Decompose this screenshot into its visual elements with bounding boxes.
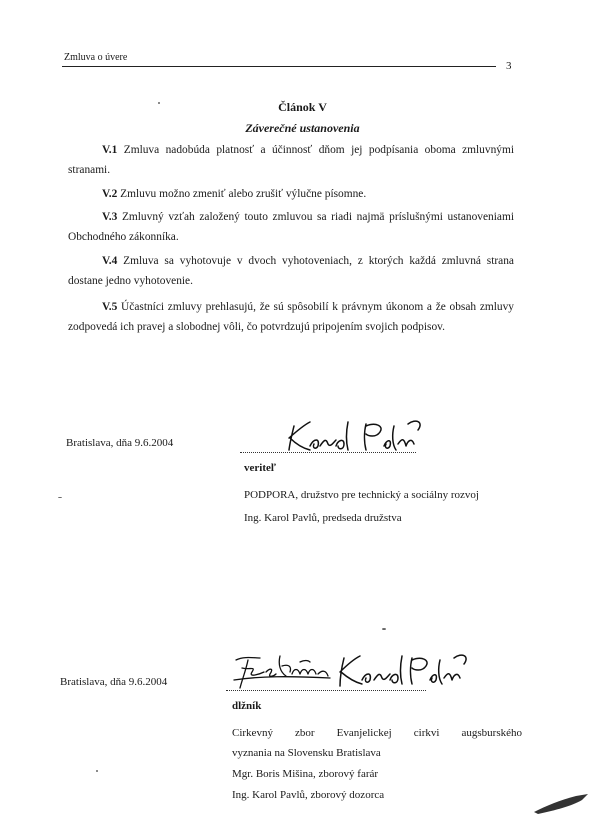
debtor-signature-1 bbox=[230, 650, 340, 692]
scan-speck bbox=[96, 770, 98, 772]
clause-v2 bbox=[68, 184, 514, 204]
creditor-representative: Ing. Karol Pavlů, predseda družstva bbox=[244, 512, 402, 524]
creditor-place-date: Bratislava, dňa 9.6.2004 bbox=[66, 437, 174, 449]
corner-scan-mark bbox=[532, 792, 590, 816]
clause-number: V.3 bbox=[102, 211, 118, 223]
debtor-organization-line2: vyznania na Slovensku Bratislava bbox=[232, 747, 381, 759]
clause-v3 bbox=[68, 207, 514, 247]
clause-v1 bbox=[68, 140, 514, 180]
debtor-place-date: Bratislava, dňa 9.6.2004 bbox=[60, 676, 168, 688]
clause-number: V.2 bbox=[102, 188, 118, 200]
creditor-signature bbox=[280, 416, 430, 456]
clause-text: Zmluvu možno zmeniť alebo zrušiť výlučne písomne. bbox=[120, 188, 367, 200]
scan-speck bbox=[58, 497, 62, 498]
clause-number: V.4 bbox=[102, 255, 118, 267]
clause-v4 bbox=[68, 251, 514, 291]
debtor-representative-1: Mgr. Boris Mišina, zborový farár bbox=[232, 768, 379, 780]
clause-text: Účastníci zmluvy prehlasujú, že sú spôsobilí k právnym úkonom a že obsah zmluvy zodpovedá ich pravej a slobodnej vôli, čo potvrdzujú pripojením svojich podpisov. bbox=[68, 301, 514, 333]
clause-text: Zmluvný vzťah založený touto zmluvou sa riadi najmä príslušnými ustanoveniami Obchodného zákonníka. bbox=[68, 211, 514, 243]
clause-text: Zmluva sa vyhotovuje v dvoch vyhotoveniach, z ktorých každá zmluvná strana dostane jedno vyhotovenie. bbox=[68, 255, 514, 287]
creditor-role: veriteľ bbox=[244, 462, 277, 474]
debtor-role: dlžník bbox=[232, 700, 262, 712]
scan-speck bbox=[158, 102, 160, 104]
clause-v5 bbox=[68, 297, 514, 337]
debtor-organization-line1: Cirkevný zbor Evanjelickej cirkvi augsburského bbox=[232, 727, 522, 739]
scan-speck bbox=[382, 628, 386, 630]
document-header-title: Zmluva o úvere bbox=[64, 52, 128, 63]
page-number: 3 bbox=[506, 60, 512, 72]
clause-text: Zmluva nadobúda platnosť a účinnosť dňom jej podpísania oboma zmluvnými stranami. bbox=[68, 144, 514, 176]
article-title: Článok V bbox=[278, 100, 327, 114]
header-rule bbox=[62, 66, 496, 67]
clause-number: V.1 bbox=[102, 144, 118, 156]
creditor-organization: PODPORA, družstvo pre technický a sociálny rozvoj bbox=[244, 489, 479, 501]
debtor-representative-2: Ing. Karol Pavlů, zborový dozorca bbox=[232, 789, 385, 801]
clause-number: V.5 bbox=[102, 301, 118, 313]
article-subtitle: Záverečné ustanovenia bbox=[245, 121, 360, 135]
debtor-signature-2 bbox=[334, 648, 474, 692]
